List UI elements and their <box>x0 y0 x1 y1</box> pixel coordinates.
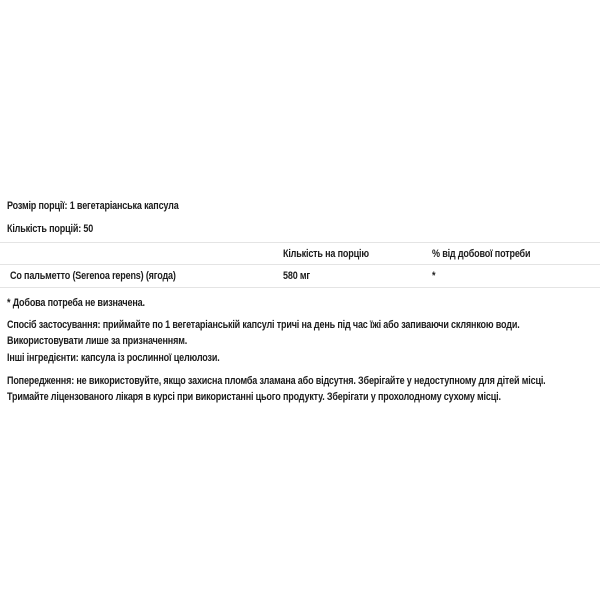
ingredient-name-cell <box>0 270 283 282</box>
warnings-line-2: Тримайте ліцензованого лікаря в курсі при використанні цього продукту. Зберігати у прохолодному сухому місці. <box>7 391 501 403</box>
supplement-facts-table <box>0 242 600 288</box>
serving-size-label: Розмір порції: 1 вегетаріанська капсула <box>7 200 179 212</box>
other-ingredients-text: Інші інгредієнти: капсула із рослинної целюлози. <box>7 352 220 364</box>
header-amount-label: Кількість на порцію <box>283 247 369 260</box>
header-daily-value <box>432 248 600 260</box>
ingredient-amount-cell <box>283 270 432 282</box>
table-header-row <box>0 242 600 265</box>
daily-value-footnote-text: * Добова потреба не визначена. <box>7 297 145 309</box>
usage-instructions <box>7 317 596 349</box>
ingredient-daily-value-cell <box>432 270 600 282</box>
ingredient-daily-value: * <box>432 270 436 282</box>
other-ingredients <box>7 350 596 366</box>
serving-size <box>7 198 596 214</box>
servings-per-container <box>7 221 596 237</box>
header-daily-value-label: % від добової потреби <box>432 247 531 260</box>
warnings <box>7 373 596 405</box>
ingredient-amount: 580 мг <box>283 270 311 282</box>
usage-line-2: Використовувати лише за призначенням. <box>7 335 188 347</box>
header-amount-per-serving <box>283 248 432 260</box>
usage-line-1: Спосіб застосування: приймайте по 1 вегетаріанській капсулі тричі на день під час їжі або запиваючи склянкою води. <box>7 319 520 331</box>
warnings-line-1: Попередження: не використовуйте, якщо захисна пломба зламана або відсутня. Зберігайте у недоступному для дітей місці. <box>7 375 546 387</box>
servings-per-container-label: Кількість порцій: 50 <box>7 223 94 235</box>
daily-value-footnote <box>7 295 596 311</box>
table-row <box>0 265 600 288</box>
ingredient-name: Со пальметто (Serenoa repens) (ягода) <box>10 270 176 282</box>
